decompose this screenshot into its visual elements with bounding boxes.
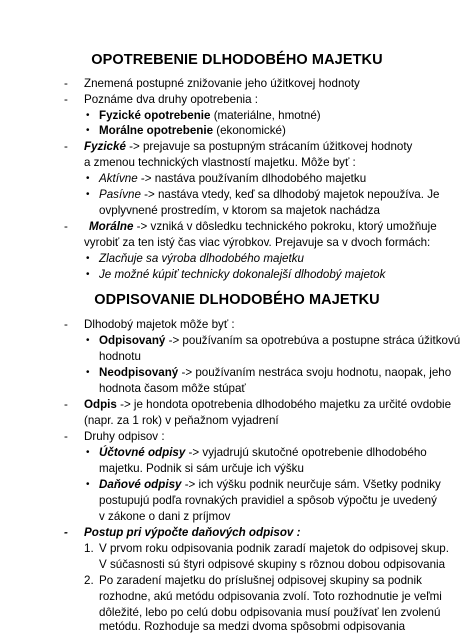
term-text: -> je hondota opotrebenia dlhodobého majetku za určité ovdobie	[116, 398, 452, 411]
section-title-odpisovanie: ODPISOVANIE DLHODOBÉHO MAJETKU	[94, 292, 380, 308]
term-text: -> vyjadrujú skutočné opotrebenie dlhodobého	[185, 446, 427, 459]
term-label: Účtovné odpisy	[99, 446, 186, 459]
list-item	[99, 478, 441, 492]
bullet-marker: •	[86, 335, 90, 346]
text-line: hodnotu	[99, 350, 141, 363]
text-line: Znemená postupné znižovanie jeho úžitkovej hodnoty	[84, 77, 360, 90]
list-item	[99, 124, 286, 138]
text-line: dôležité, lebo po celú dobu odpisovania musí používať len zvolenú	[99, 606, 441, 619]
term-text: -> vzniká v dôsledku technického pokroku, ktorý umožňuje	[133, 220, 437, 233]
list-item	[99, 188, 439, 202]
dash-marker: -	[64, 430, 68, 443]
text-line: metódu. Rozhoduje sa medzi dvoma spôsobmi odpisovania	[99, 620, 406, 633]
dash-marker: -	[64, 318, 68, 331]
term-label: Odpisovaný	[99, 334, 166, 347]
term-text: -> nastáva vtedy, keď sa dlhodobý majetok nepoužíva. Je	[140, 188, 440, 201]
term-label: Pasívne	[99, 188, 141, 201]
bullet-marker: •	[86, 173, 90, 184]
text-line: vyrobiť za ten istý čas viac výrobkov. Prejavuje sa v dvoch formách:	[84, 236, 431, 249]
text-line: V súčasnosti sú štyri odpisové skupiny s rôznou dobou odpisovania	[99, 558, 446, 571]
text-line	[89, 220, 437, 234]
term-text: -> ich výšku podnik neurčuje sám. Všetky podniky	[181, 478, 441, 491]
list-item	[99, 334, 460, 348]
text-line: Druhy odpisov :	[84, 430, 165, 443]
bullet-marker: •	[86, 125, 90, 136]
bullet-marker: •	[86, 253, 90, 264]
term-note: (ekonomické)	[213, 124, 286, 137]
text-line: rozhodne, akú metódu odpisovania zvolí. Toto rozhodnutie je veľmi	[99, 590, 442, 603]
text-line: v zákone o dani z príjmov	[99, 510, 231, 523]
dash-marker: -	[64, 93, 68, 106]
text-line: Dlhodobý majetok môže byť :	[84, 318, 235, 331]
text-line: ovplyvnené prostredím, v ktorom sa majetok nachádza	[99, 204, 380, 217]
term-text: -> používaním sa opotrebúva a postupne stráca úžitkovú	[165, 334, 461, 347]
term-label: Fyzické	[84, 140, 126, 153]
text-line: a zmenou technických vlastností majetku. Môže byť :	[84, 156, 356, 169]
text-line: Poznáme dva druhy opotrebenia :	[84, 93, 259, 106]
list-item	[99, 366, 451, 380]
bullet-marker: •	[86, 447, 90, 458]
term-label: Fyzické opotrebenie	[99, 109, 211, 122]
dash-marker: -	[64, 220, 68, 233]
list-item: Zlacňuje sa výroba dlhodobého majetku	[99, 252, 304, 265]
text-line: majetku. Podnik si sám určuje ich výšku	[99, 462, 304, 475]
term-text: -> používaním nestráca svoju hodnotu, naopak, jeho	[178, 366, 452, 379]
list-item: Je možné kúpiť technicky dokonalejší dlhodobý majetok	[99, 268, 386, 281]
bullet-marker: •	[86, 479, 90, 490]
dash-marker: -	[64, 140, 68, 153]
list-item	[99, 109, 321, 123]
list-item	[99, 446, 427, 460]
text-line	[84, 398, 451, 412]
term-text: -> prejavuje sa postupným strácaním úžitkovej hodnoty	[125, 140, 413, 153]
text-line: postupujú podľa rovnakých pravidiel a spôsob výpočtu je uvedený	[99, 494, 437, 507]
text-line: hodnota časom môže stúpať	[99, 382, 246, 395]
term-note: (materiálne, hmotné)	[210, 109, 321, 122]
term-label: Morálne	[89, 220, 134, 233]
section-title-opotrebenie: OPOTREBENIE DLHODOBÉHO MAJETKU	[91, 52, 383, 68]
term-label: Daňové odpisy	[99, 478, 182, 491]
list-item: V prvom roku odpisovania podnik zaradí majetok do odpisovej skup.	[99, 542, 449, 555]
term-label: Odpis	[84, 398, 117, 411]
text-line: Postup pri výpočte daňových odpisov :	[84, 526, 301, 539]
list-number: 2.	[84, 574, 94, 587]
bullet-marker: •	[86, 269, 90, 280]
bullet-marker: •	[86, 110, 90, 121]
list-number: 1.	[84, 542, 94, 555]
list-item	[99, 172, 366, 186]
dash-marker: -	[64, 77, 68, 90]
dash-marker: -	[64, 526, 68, 539]
bullet-marker: •	[86, 367, 90, 378]
term-label: Aktívne	[99, 172, 138, 185]
list-item: Po zaradení majetku do príslušnej odpisovej skupiny sa podnik	[99, 574, 422, 587]
dash-marker: -	[64, 398, 68, 411]
text-line	[84, 140, 412, 154]
bullet-marker: •	[86, 189, 90, 200]
term-label: Neodpisovaný	[99, 366, 179, 379]
text-line: (napr. za 1 rok) v peňažnom vyjadrení	[84, 414, 279, 427]
term-text: -> nastáva používaním dlhodobého majetku	[137, 172, 367, 185]
term-label: Morálne opotrebenie	[99, 124, 214, 137]
